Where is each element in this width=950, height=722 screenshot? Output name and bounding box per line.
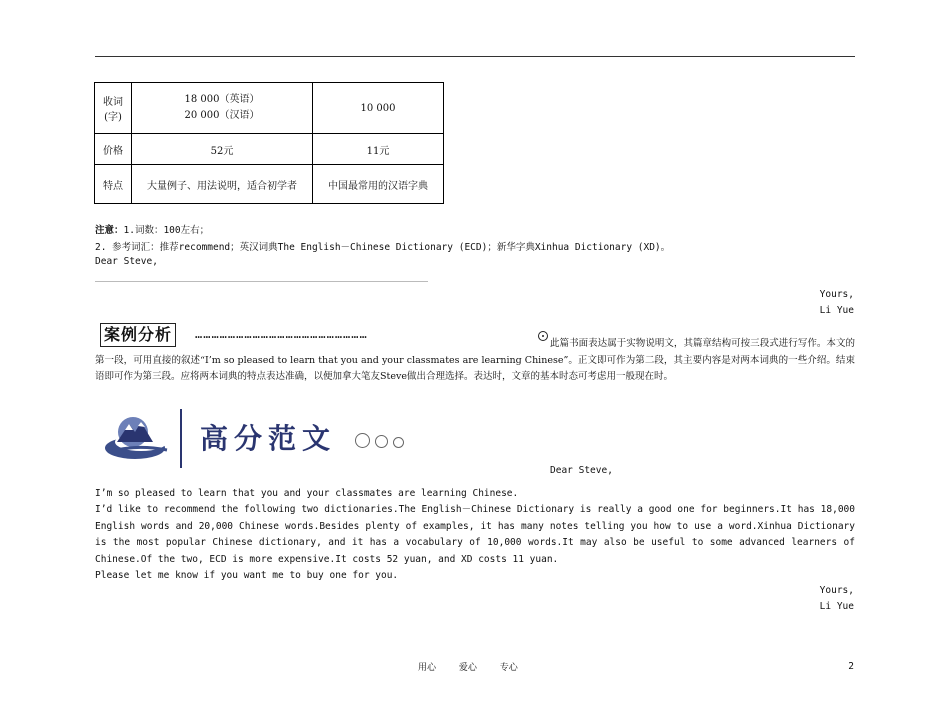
ecd-cell: 52元 — [132, 134, 313, 165]
writing-line — [95, 281, 428, 282]
page-number: 2 — [848, 661, 854, 672]
closing-name: Li Yue — [819, 305, 854, 316]
dot-leader: ……………………………………………………… — [195, 327, 368, 341]
case-analysis-body: 此篇书面表达属于实物说明文，其篇章结构可按三段式进行写作。本文的第一段，可用直接的叙述“I’m so pleased to learn that you and your classmates are learning Chinese”。正文即可作为第二段，其主要内容是对两本词典的一些介绍。结束语即可作为第三段。应将两本词典的特点表达准确，以便加拿大笔友Steve做出合理选择。表达时，文章的基本时态可考虑用一般现在时。 — [95, 338, 855, 382]
essay-salutation: Dear Steve, — [550, 465, 613, 476]
table-row — [95, 83, 444, 134]
note-line-2: 2. 参考词汇：推荐recommend；英汉词典The English－Chinese Dictionary (ECD)；新华字典Xinhua Dictionary (XD)。 — [95, 242, 671, 253]
xd-cell: 中国最常用的汉语字典 — [313, 165, 444, 204]
essay-paragraph-2: I’d like to recommend the following two dictionaries.The English－Chinese Dictionary is really a good one for beginners.It has 18,000 English words and 20,000 Chinese words.Besides plenty of examples, it has many notes telling you how to use a word.Xinhua Dictionary is the most popular Chinese dictionary, and it has a vocabulary of 10,000 words.It may also be useful to some advanced learners of Chinese.Of the two, ECD is more expensive.It costs 52 yuan, and XD costs 11 yuan. — [95, 504, 855, 565]
row-label: 收词 (字) — [95, 83, 132, 134]
mountain-logo-icon — [105, 412, 171, 460]
table-row — [95, 165, 444, 204]
decorative-circles-icon — [355, 433, 409, 452]
row-label: 价格 — [95, 134, 132, 165]
ecd-cell: 18 000（英语） 20 000（汉语） — [132, 83, 313, 134]
essay-closing-yours: Yours, — [819, 585, 854, 596]
banner-divider — [180, 409, 182, 468]
row-label: 特点 — [95, 165, 132, 204]
footer-motto: 用心 爱心 专心 — [418, 663, 518, 673]
essay-closing-name: Li Yue — [819, 601, 854, 612]
case-analysis-text — [95, 336, 855, 386]
header-rule — [95, 56, 855, 57]
ecd-cell: 大量例子、用法说明，适合初学者 — [132, 165, 313, 204]
note-word-count: 1.词数：100左右； — [123, 225, 210, 236]
note-label: 注意： — [95, 225, 124, 236]
xd-cell: 11元 — [313, 134, 444, 165]
dictionary-comparison-table — [94, 82, 444, 204]
note-salutation: Dear Steve, — [95, 256, 158, 267]
case-analysis-heading: 案例分析 — [100, 323, 176, 347]
table-row — [95, 134, 444, 165]
closing-yours: Yours, — [819, 289, 854, 300]
model-essay-banner-title: 高分范文 — [200, 422, 337, 455]
essay-paragraph-1: I’m so pleased to learn that you and your classmates are learning Chinese. — [95, 488, 519, 499]
note-line-1 — [95, 222, 209, 236]
xd-cell: 10 000 — [313, 83, 444, 134]
essay-paragraph-3: Please let me know if you want me to buy one for you. — [95, 570, 399, 581]
